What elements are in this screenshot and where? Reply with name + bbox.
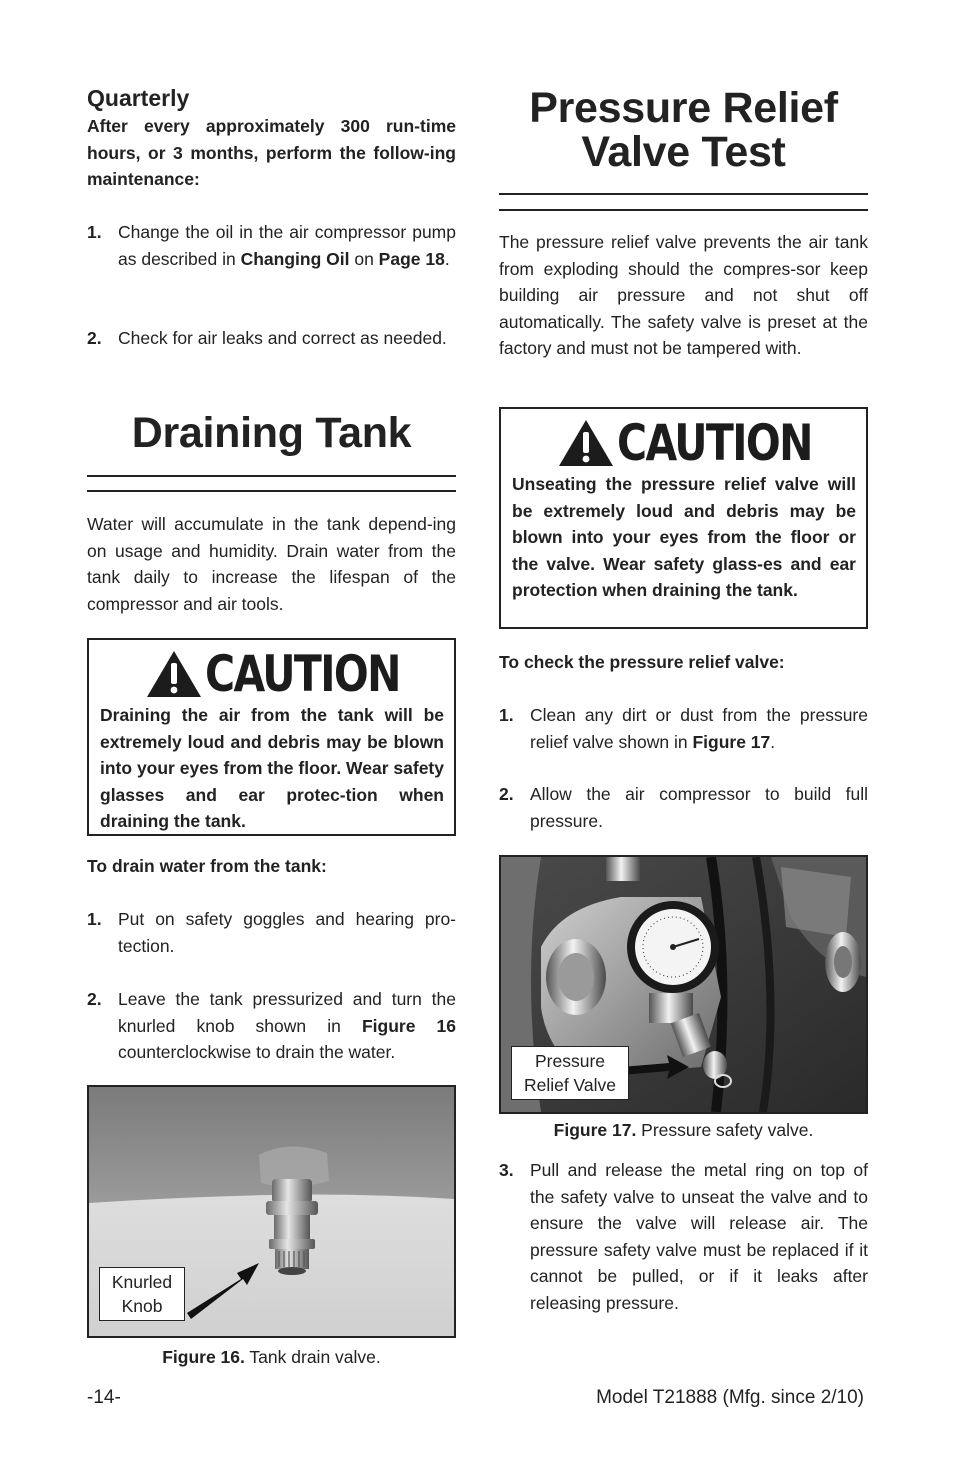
step-text: counterclockwise to drain the water. <box>118 1042 396 1062</box>
step-number: 1. <box>87 909 102 929</box>
draining-tank-title: Draining Tank <box>131 409 412 457</box>
step-number: 2. <box>87 328 102 348</box>
warning-triangle-icon <box>557 418 615 468</box>
quarterly-step-2 <box>87 325 456 352</box>
step-number: 2. <box>499 784 514 804</box>
step-number: 2. <box>87 989 102 1009</box>
drain-step-1 <box>87 906 456 959</box>
callout-line: Knurled <box>111 1272 173 1292</box>
page-number: -14- <box>87 1387 121 1408</box>
quarterly-heading: Quarterly <box>87 85 190 111</box>
figure-17-caption <box>499 1120 868 1141</box>
step-text: Pull and release the metal ring on top of the safety valve to unseat the valve and to ensure the valve will release air. The pressure safety valve must be replaced if it cannot be pulled, or if it leaks after releasing pressure. <box>530 1160 868 1313</box>
step-text: Clean any dirt or dust from the pressure relief valve shown in <box>530 705 868 752</box>
callout-line: Relief Valve <box>523 1075 617 1095</box>
caution-text: Unseating the pressure relief valve will be extremely loud and debris may be blown into your eyes from the floor or the valve. Wear safety glass-es and ear protection when draining the tank. <box>512 474 856 600</box>
callout-line: Knob <box>121 1296 163 1316</box>
step-text: Leave the tank pressurized and turn the knurled knob shown in <box>118 989 456 1036</box>
figure-16-photo <box>87 1085 456 1338</box>
section-rule <box>87 475 456 477</box>
figure-reference: Figure 17 <box>692 731 771 752</box>
draining-caution-box <box>87 638 456 836</box>
step-text: on <box>349 248 379 269</box>
step-number: 1. <box>499 705 514 725</box>
figure-reference: Figure 16 <box>361 1015 456 1036</box>
figure-16-caption <box>87 1347 456 1368</box>
step-text: Put on safety goggles and hearing pro-tection. <box>118 909 456 956</box>
relief-step-1 <box>499 702 868 755</box>
caption-text: Tank drain valve. <box>244 1347 381 1367</box>
step-text: . <box>770 731 776 752</box>
figure-17-photo <box>499 855 868 1114</box>
warning-triangle-icon <box>145 649 203 699</box>
relief-procedure-heading: To check the pressure relief valve: <box>499 652 785 672</box>
caution-word: CAUTION <box>617 414 812 472</box>
step-number: 1. <box>87 222 102 242</box>
relief-step-3 <box>499 1157 868 1316</box>
relief-intro: The pressure relief valve prevents the air tank from exploding should the compres-sor keep building air pressure and not shut off automatically. The safety valve is preset at the factory and must not be tampered with. <box>499 232 868 358</box>
section-rule <box>87 490 456 492</box>
relief-step-2 <box>499 781 868 834</box>
step-text: Allow the air compressor to build full pressure. <box>530 784 868 831</box>
drain-step-2 <box>87 986 456 1066</box>
draining-intro: Water will accumulate in the tank depend-ing on usage and humidity. Drain water from the tank daily to increase the lifespan of the compressor and air tools. <box>87 514 456 614</box>
quarterly-intro: After every approximately 300 run-time hours, or 3 months, perform the follow-ing maintenance: <box>87 116 456 189</box>
caution-word: CAUTION <box>205 645 400 703</box>
caption-label: Figure 17. <box>553 1120 637 1140</box>
section-rule <box>499 209 868 211</box>
drain-procedure-heading: To drain water from the tank: <box>87 856 327 876</box>
step-text: . <box>444 248 450 269</box>
page-reference: Page 18 <box>378 248 445 269</box>
relief-title-line-2: Valve Test <box>581 128 786 176</box>
step-number: 3. <box>499 1160 514 1180</box>
relief-title-line-1: Pressure Relief <box>529 84 838 132</box>
changing-oil-reference: Changing Oil <box>240 248 350 269</box>
quarterly-step-1 <box>87 219 456 272</box>
caution-header <box>512 415 856 471</box>
section-rule <box>499 193 868 195</box>
callout-line: Pressure <box>534 1051 606 1071</box>
caption-label: Figure 16. <box>162 1347 245 1367</box>
relief-caution-box <box>499 407 868 629</box>
step-text: Change the oil in the air compressor pump as described in <box>118 222 456 269</box>
caution-header <box>100 646 444 702</box>
knurled-knob-callout <box>99 1267 185 1321</box>
step-text: Check for air leaks and correct as needed. <box>118 328 447 348</box>
caption-text: Pressure safety valve. <box>636 1120 814 1140</box>
pressure-relief-valve-callout <box>511 1046 629 1100</box>
caution-text: Draining the air from the tank will be extremely loud and debris may be blown into your eyes from the floor. Wear safety glasses and ear protec-tion when draining the tank. <box>100 705 444 831</box>
model-footer: Model T21888 (Mfg. since 2/10) <box>596 1387 864 1408</box>
